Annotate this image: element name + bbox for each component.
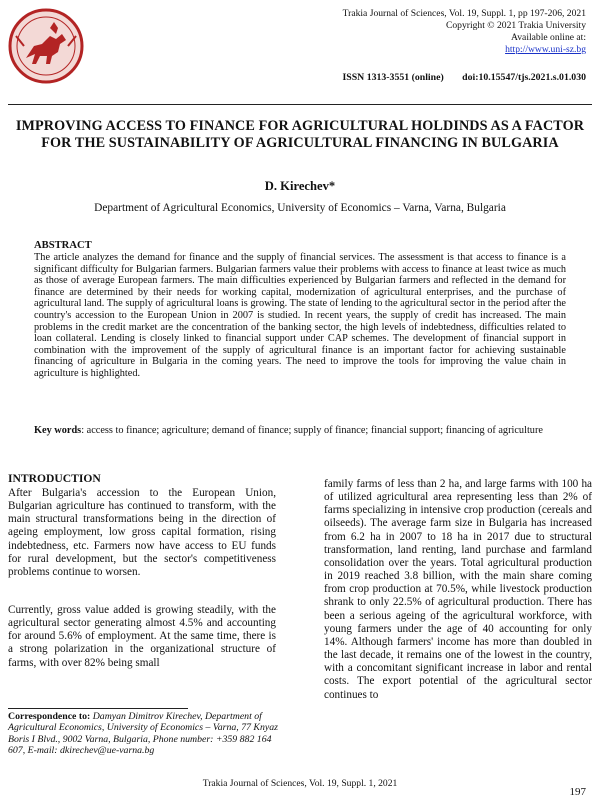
keywords	[34, 425, 566, 437]
correspondence-text: Damyan Dimitrov Kirechev, Department of Agricultural Economics, University of Economics – Varna, 77 Knyaz Boris I Blvd., 9002 Varna, Bulgaria, Phone number: +359 882 164 607, E-mail: dkirechev@ue-varna.bg	[8, 711, 278, 757]
abstract-text: The article analyzes the demand for finance and the supply of financial services. The assessment is that access to finance is a significant difficulty for Bulgarian farmers. Bulgarian farmers value their problems with access to finance at least twice as much as those of average European farmers. The main difficulties experienced by Bulgarian farmers and reflected in the demand for finance are determined by their needs for working capital, modernization of agricultural enterprises, and the purchase of agricultural land. The supply of agricultural loans is growing. The state of lending to the agricultural sector in the period after the country's accession to the European Union in 2007 is studied. In recent years, the supply of credit has increased. The main problems in the credit market are the concentration of the banking sector, the high levels of indebtedness, difficulties related to loan collateral. Lending is closely linked to financial support under CAP schemes. The development of financial support in combination with the improvement of the supply of agricultural finance is an important factor for achieving sustainable financing of agriculture in Bulgaria in the coming years. The need to improve the tools for improving the value chain in agriculture is highlighted.	[34, 252, 566, 379]
copyright-line: Copyright © 2021 Trakia University	[445, 20, 586, 31]
footnote-rule	[8, 708, 188, 709]
doi: doi:10.15547/tjs.2021.s.01.030	[462, 72, 586, 83]
header-rule	[8, 104, 592, 105]
keywords-label: Key words	[34, 425, 82, 436]
author-affiliation: Department of Agricultural Economics, University of Economics – Varna, Varna, Bulgaria	[94, 202, 506, 214]
correspondence-label: Correspondence to:	[8, 711, 91, 722]
keywords-list: : access to finance; agriculture; demand of finance; supply of finance; financial support; financing of agriculture	[81, 425, 543, 436]
issn-doi-row	[326, 72, 586, 83]
introduction-heading: INTRODUCTION	[8, 472, 101, 485]
page-footer: Trakia Journal of Sciences, Vol. 19, Suppl. 1, 2021	[202, 778, 398, 789]
abstract-heading: ABSTRACT	[34, 240, 92, 251]
body-paragraph-2: Currently, gross value added is growing steadily, with the agricultural sector generating almost 4.5% and accounting for around 5.6% of employment. At the same time, there is a strong polarization in the organizational structure of farms, with over 82% being small	[8, 604, 276, 669]
correspondence-note	[8, 711, 278, 757]
available-online: Available online at:	[511, 32, 586, 43]
journal-url-link[interactable]: http://www.uni-sz.bg	[505, 44, 586, 55]
journal-logo-icon	[6, 6, 86, 86]
article-title: IMPROVING ACCESS TO FINANCE FOR AGRICULTURAL HOLDINDS AS A FACTOR FOR THE SUSTAINABILITY OF AGRICULTURAL FINANCING IN BULGARIA	[15, 118, 585, 151]
issn: ISSN 1313-3551 (online)	[342, 72, 444, 83]
body-paragraph-1: After Bulgaria's accession to the European Union, Bulgarian agriculture has continued to transform, with the main structural transformations being in the direction of ageing employment, low gross capital formation, rising indebtedness, etc. Farmers now have access to EU funds for rural development, but the sector's competitiveness problems continue to worsen.	[8, 487, 276, 578]
body-paragraph-3: family farms of less than 2 ha, and large farms with 100 ha of utilized agricultural area representing less than 2% of farms specializing in intensive crop production (cereals and oilseeds). The average farm size in Bulgaria has increased from 6.2 ha in 2007 to 18 ha in 2017 due to structural transformation, land renting, land purchase and farmland consolidation over the years. Total agricultural production in 2019 reached 3.8 billion, with the main share coming from crop production at 70.5%, while livestock production shrank to only 22.5% of agricultural production. There has been a serious ageing of the agricultural workforce, with young farmers under the age of 40 accounting for only 14%. Although farmers' income has more than doubled in the last decade, it remains one of the lowest in the country, with a concomitant significant increase in labor and rental costs. The export potential of the agricultural sector continues to	[324, 478, 592, 701]
journal-citation: Trakia Journal of Sciences, Vol. 19, Suppl. 1, pp 197-206, 2021	[342, 8, 586, 19]
journal-header	[343, 8, 586, 56]
article-author: D. Kirechev*	[264, 179, 336, 193]
page-number: 197	[569, 786, 586, 798]
